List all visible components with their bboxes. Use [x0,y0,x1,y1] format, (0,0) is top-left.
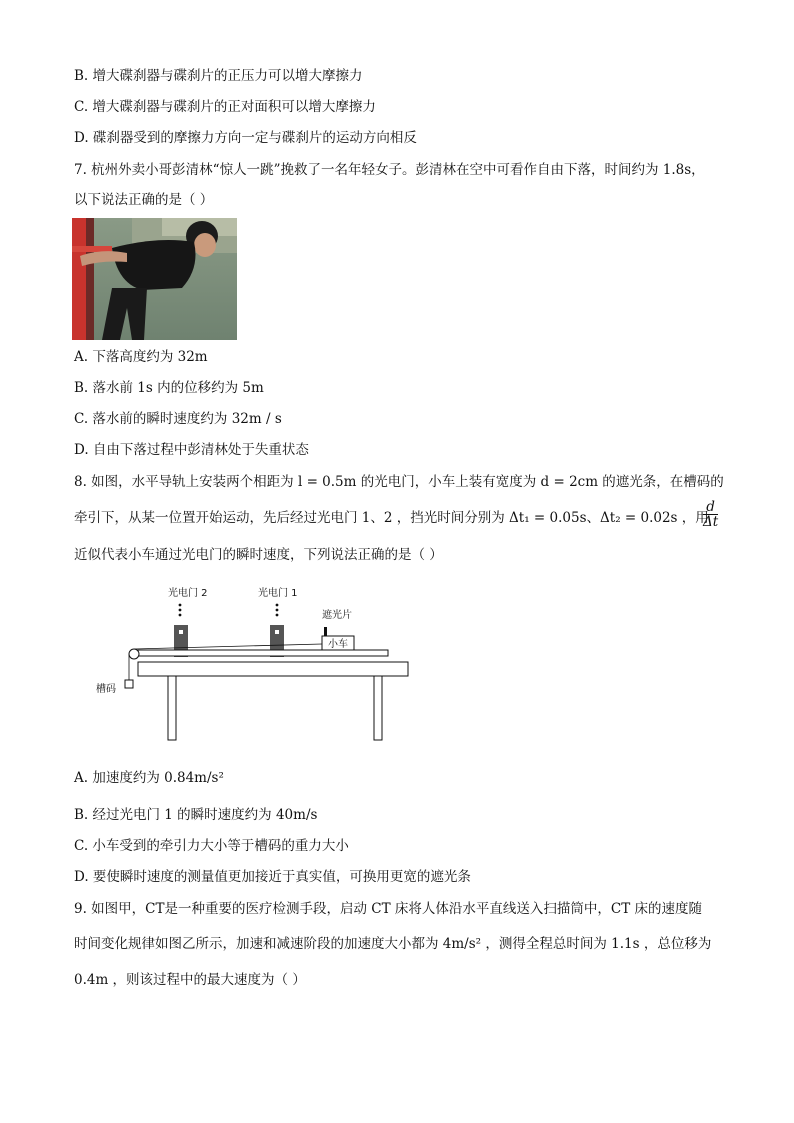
table-leg-left [168,676,176,740]
fraction-numerator: d [703,500,718,515]
question-9-stem-cont: 时间变化规律如图乙所示，加速和减速阶段的加速度大小都为 4m/s² ，测得全程总时间为 1.1s ，总位移为 [74,936,712,952]
q8-option-b: B. 经过光电门 1 的瞬时速度约为 40m/s [74,807,318,823]
q7-option-d: D. 自由下落过程中彭清林处于失重状态 [74,442,309,458]
option-b-text: B. 增大碟刹器与碟刹片的正压力可以增大摩擦力 [74,68,363,84]
question-8-stem-end: 近似代表小车通过光电门的瞬时速度，下列说法正确的是（ ） [74,547,443,563]
q7-option-b: B. 落水前 1s 内的位移约为 5m [74,380,264,396]
gate-1-label: 光电门 1 [258,588,298,599]
fraction-denominator: Δt [703,514,719,530]
q8-option-c: C. 小车受到的牵引力大小等于槽码的重力大小 [74,838,349,854]
question-9-stem-end: 0.4m ，则该过程中的最大速度为（ ） [74,972,306,988]
table-top [138,662,408,676]
pulley [129,649,139,659]
option-c-text: C. 增大碟刹器与碟刹片的正对面积可以增大摩擦力 [74,99,376,115]
question-7-stem: 7. 杭州外卖小哥彭清林“惊人一跳”挽救了一名年轻女子。彭清林在空中可看作自由下落，时间约为 1.8s， [74,162,705,178]
photogate-diagram [90,580,420,750]
weight-label: 槽码 [96,684,116,695]
question-8-stem-cont: 牵引下，从某一位置开始运动，先后经过光电门 1、2 ，挡光时间分别为 Δt₁ = 0.05s、Δt₂ = 0.02s ，用 [74,510,709,526]
q8-option-a: A. 加速度约为 0.84m/s² [74,770,224,786]
rescue-photo [72,218,237,340]
shade-strip-label: 遮光片 [322,610,352,621]
velocity-fraction [703,500,718,529]
question-8-stem: 8. 如图，水平导轨上安装两个相距为 l = 0.5m 的光电门，小车上装有宽度为 d = 2cm 的遮光条，在槽码的 [74,474,724,490]
rail [138,650,388,656]
q7-option-a: A. 下落高度约为 32m [74,349,208,365]
hanging-weight [125,680,133,688]
gate-2-label: 光电门 2 [168,588,208,599]
question-9-stem: 9. 如图甲，CT是一种重要的医疗检测手段，启动 CT 床将人体沿水平直线送入扫描筒中，CT 床的速度随 [74,901,703,917]
table-leg-right [374,676,382,740]
q8-option-d: D. 要使瞬时速度的测量值更加接近于真实值，可换用更宽的遮光条 [74,869,471,885]
q7-option-c: C. 落水前的瞬时速度约为 32m / s [74,411,282,427]
cart-label: 小车 [328,639,348,650]
question-7-stem-cont: 以下说法正确的是（ ） [74,192,214,208]
option-d-text: D. 碟刹器受到的摩擦力方向一定与碟刹片的运动方向相反 [74,130,417,146]
